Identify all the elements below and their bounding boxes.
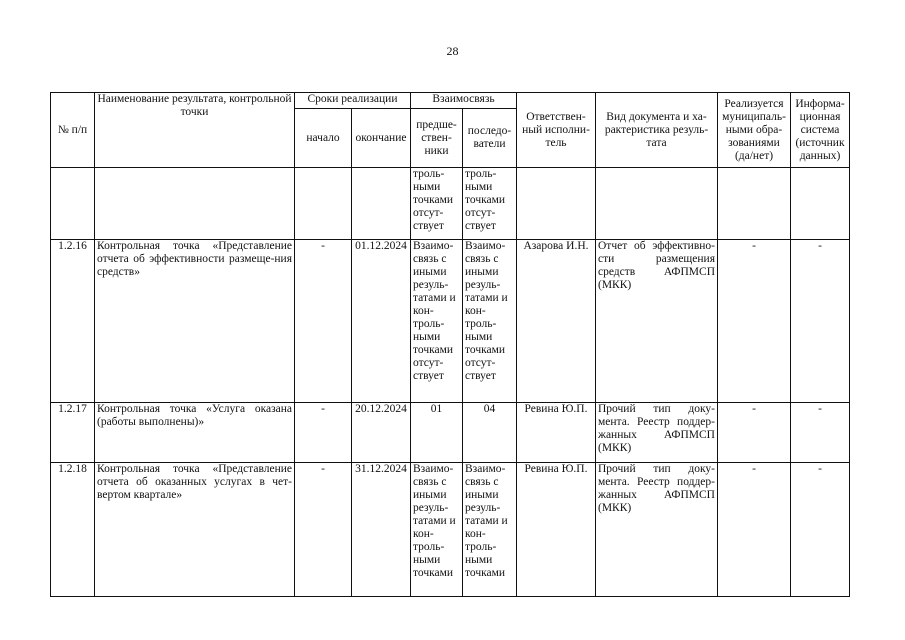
text-line: точками: [413, 194, 454, 206]
text-line: 01: [430, 403, 443, 415]
cell-start: -: [295, 403, 352, 463]
text-line: троль-: [465, 168, 497, 180]
cell-num: 1.2.17: [51, 403, 95, 463]
text-line: резуль-: [413, 502, 449, 514]
text-line: связь с: [413, 253, 447, 265]
cell-end: [352, 168, 411, 240]
cell-name: Контрольная точка «Представление отчета об оказанных услугах в чет-вертом квартале»: [95, 463, 295, 597]
cell-info-system: -: [791, 463, 850, 597]
text-line: троль-: [413, 318, 445, 330]
text-line: ствует: [465, 220, 496, 232]
text-line: иными: [465, 489, 499, 501]
cell-start: -: [295, 463, 352, 597]
cell-start: [295, 168, 352, 240]
text-line: отсут-: [413, 357, 444, 369]
cell-name: Контрольная точка «Представление отчета об эффективности размеще-ния средств»: [95, 240, 295, 403]
text-line: связь с: [465, 253, 499, 265]
cell-document: Отчет об эффективно-сти размещения средств АФПМСП (МКК): [596, 240, 718, 403]
header-terms: Сроки реализации: [295, 93, 411, 109]
cell-start: -: [295, 240, 352, 403]
cell-successors: [463, 403, 517, 463]
cell-end: 20.12.2024: [352, 403, 411, 463]
text-line: троль-: [413, 541, 445, 553]
table-row: [51, 463, 850, 597]
text-line: кон-: [465, 305, 486, 317]
cell-document: Прочий тип доку-мента. Реестр поддер-жанных АФПМСП (МКК): [596, 463, 718, 597]
text-line: троль-: [413, 168, 445, 180]
cell-num: 1.2.16: [51, 240, 95, 403]
text-line: точками: [413, 567, 454, 579]
cell-predecessors: [411, 240, 463, 403]
header-successors: последо-ватели: [463, 109, 517, 168]
header-info-system: Информа-ционная система (источник данных): [791, 93, 850, 168]
text-line: ными: [465, 331, 493, 343]
text-line: связь с: [413, 476, 447, 488]
header-document: Вид документа и ха-рактеристика резуль-тата: [596, 93, 718, 168]
table-row: [51, 168, 850, 240]
cell-successors: [463, 463, 517, 597]
cell-municipal: -: [718, 403, 791, 463]
text-line: ными: [413, 331, 441, 343]
cell-name: Контрольная точка «Услуга оказана (работы выполнены)»: [95, 403, 295, 463]
text-line: ными: [465, 181, 493, 193]
text-line: резуль-: [413, 279, 449, 291]
text-line: троль-: [465, 541, 497, 553]
text-line: отсут-: [465, 357, 496, 369]
text-line: Взаимо-: [465, 240, 506, 252]
text-line: 04: [483, 403, 496, 415]
cell-name: [95, 168, 295, 240]
header-end: окончание: [352, 109, 411, 168]
control-points-table: [50, 92, 850, 597]
text-line: иными: [413, 489, 447, 501]
text-line: троль-: [465, 318, 497, 330]
text-line: татами и: [465, 292, 508, 304]
cell-municipal: [718, 168, 791, 240]
text-line: Взаимо-: [465, 463, 506, 475]
text-line: ствует: [465, 370, 496, 382]
text-line: кон-: [465, 528, 486, 540]
cell-predecessors: [411, 463, 463, 597]
text-line: кон-: [413, 305, 434, 317]
header-responsible: Ответствен-ный исполни-тель: [517, 93, 596, 168]
cell-info-system: -: [791, 240, 850, 403]
cell-successors: [463, 240, 517, 403]
text-line: резуль-: [465, 279, 501, 291]
page-number: 28: [446, 44, 459, 58]
text-line: татами и: [465, 515, 508, 527]
cell-predecessors: [411, 403, 463, 463]
cell-info-system: [791, 168, 850, 240]
cell-end: 01.12.2024: [352, 240, 411, 403]
cell-predecessors: [411, 168, 463, 240]
text-line: ными: [413, 554, 441, 566]
table-row: [51, 403, 850, 463]
text-line: ными: [465, 554, 493, 566]
cell-num: 1.2.18: [51, 463, 95, 597]
text-line: точками: [413, 344, 454, 356]
text-line: точками: [465, 344, 506, 356]
cell-document: [596, 168, 718, 240]
text-line: иными: [413, 266, 447, 278]
text-line: точками: [465, 194, 506, 206]
cell-responsible: [517, 168, 596, 240]
text-line: ствует: [413, 220, 444, 232]
header-name: Наименование результата, контрольной точки: [95, 93, 295, 168]
cell-num: [51, 168, 95, 240]
text-line: ными: [413, 181, 441, 193]
cell-successors: [463, 168, 517, 240]
text-line: отсут-: [465, 207, 496, 219]
header-start: начало: [295, 109, 352, 168]
header-municipal: Реализуется муниципаль-ными обра-зованиями (да/нет): [718, 93, 791, 168]
header-num: № п/п: [51, 93, 95, 168]
text-line: Взаимо-: [413, 463, 454, 475]
text-line: Взаимо-: [413, 240, 454, 252]
text-line: иными: [465, 266, 499, 278]
cell-municipal: -: [718, 240, 791, 403]
cell-responsible: Ревина Ю.П.: [517, 463, 596, 597]
text-line: ствует: [413, 370, 444, 382]
text-line: татами и: [413, 515, 456, 527]
header-predecessors: предше-ствен-ники: [411, 109, 463, 168]
text-line: точками: [465, 567, 506, 579]
cell-responsible: Азарова И.Н.: [517, 240, 596, 403]
table-row: [51, 240, 850, 403]
text-line: отсут-: [413, 207, 444, 219]
text-line: татами и: [413, 292, 456, 304]
cell-responsible: Ревина Ю.П.: [517, 403, 596, 463]
text-line: связь с: [465, 476, 499, 488]
text-line: кон-: [413, 528, 434, 540]
header-link: Взаимосвязь: [411, 93, 517, 109]
cell-document: Прочий тип доку-мента. Реестр поддер-жанных АФПМСП (МКК): [596, 403, 718, 463]
cell-end: 31.12.2024: [352, 463, 411, 597]
cell-municipal: -: [718, 463, 791, 597]
cell-info-system: -: [791, 403, 850, 463]
text-line: резуль-: [465, 502, 501, 514]
